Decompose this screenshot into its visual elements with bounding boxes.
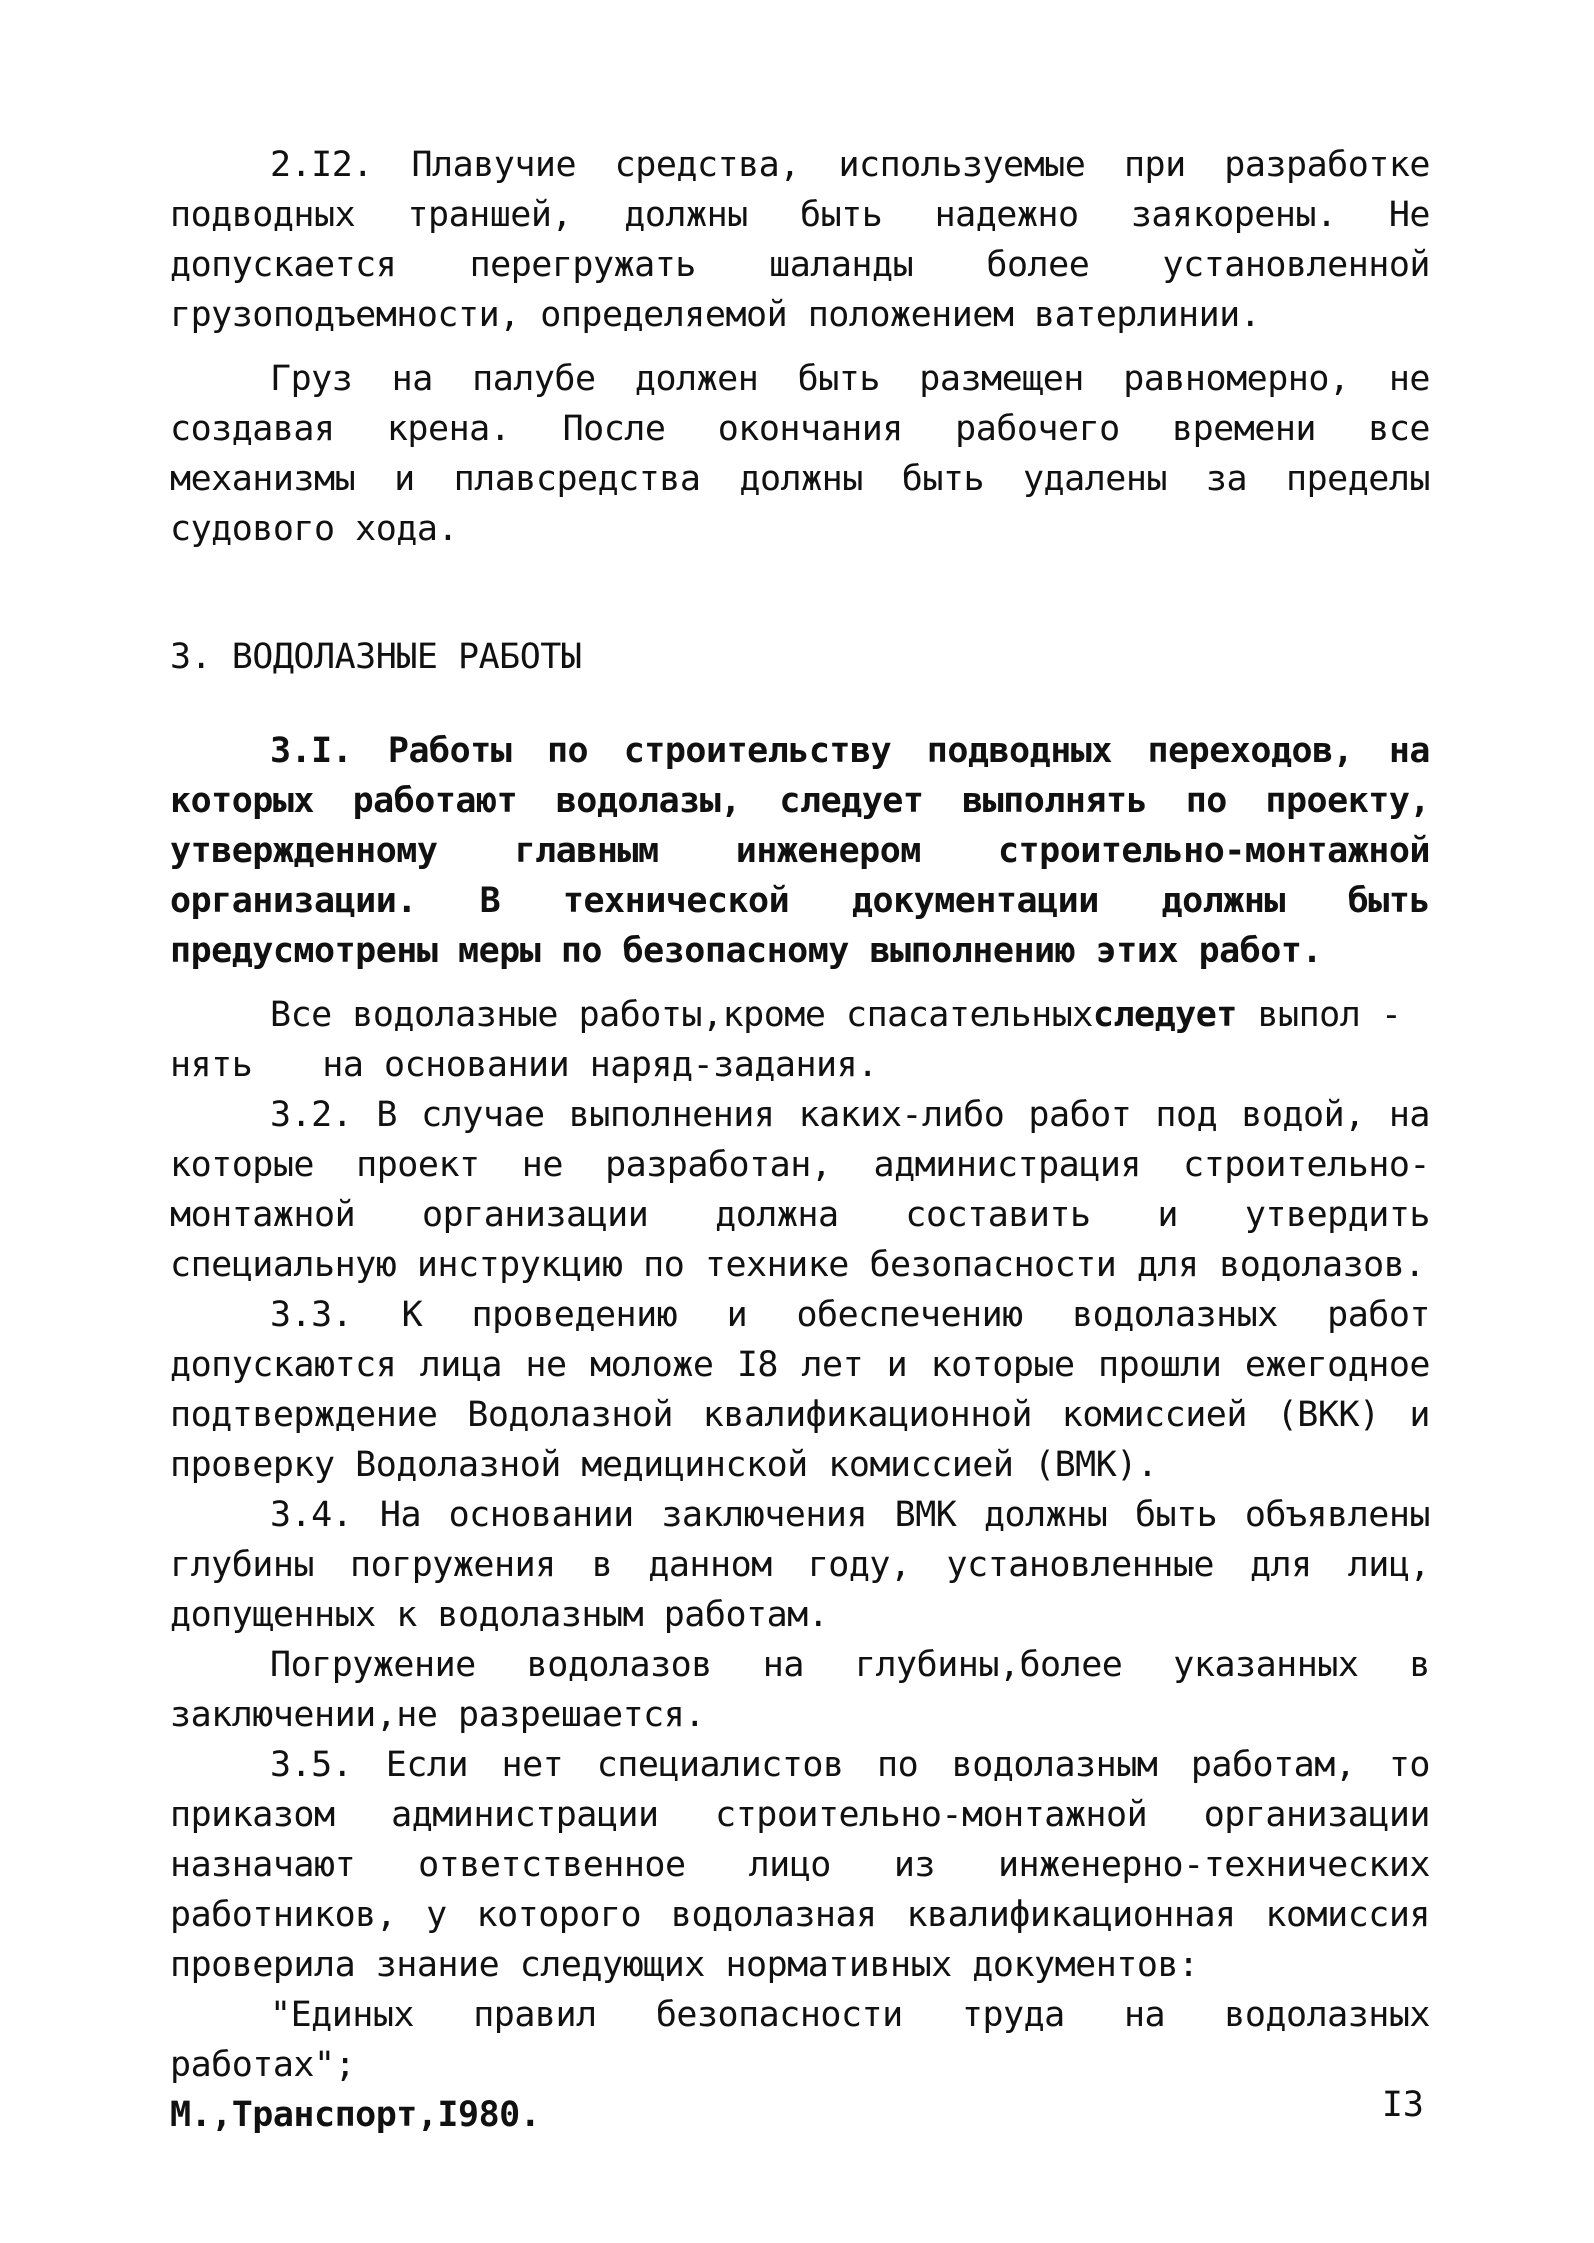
paragraph-2-12: 2.I2. Плавучие средства, используемые при разработке подводных траншей, должны быть надежно заякорены. Не допускается перегружать шаланды более установленной грузоподъемности, определяемой положением ватерлинии. <box>170 145 1430 335</box>
paragraph-rules-title: "Единых правил безопасности труда на водолазных работах"; <box>170 1995 1430 2085</box>
paragraph-3-5: 3.5. Если нет специалистов по водолазным работам, то приказом администрации строительно-монтажной организации назначают ответственное лицо из инженерно-технических работников, у которого водолазная квалификационная комиссия проверила знание следующих нормативных документов: <box>170 1745 1430 1985</box>
paragraph-cargo: Груз на палубе должен быть размещен равномерно, не создавая крена. После окончания рабочего времени все механизмы и плавсредства должны быть удалены за пределы судового хода. <box>170 359 1430 549</box>
page-number: I3 <box>1381 2085 1424 2125</box>
all-diving-text-c: выпол - <box>1257 995 1402 1035</box>
all-diving-text-a: Все водолазные работы,кроме спасательных <box>270 995 1093 1035</box>
paragraph-3-4: 3.4. На основании заключения ВМК должны быть объявлены глубины погружения в данном году, установленные для лиц, допущенных к водолазным работам. <box>170 1495 1430 1635</box>
paragraph-3-1: 3.I. Работы по строительству подводных переходов, на которых работают водолазы, следует выполнять по проекту, утвержденному главным инженером строительно-монтажной организации. В технической документации должны быть предусмотрены меры по безопасному выполнению этих работ. <box>170 731 1430 971</box>
all-diving-text-e: на основании наряд-задания. <box>322 1045 878 1085</box>
paragraph-dive-limit: Погружение водолазов на глубины,более указанных в заключении,не разрешается. <box>170 1645 1430 1735</box>
all-diving-text-emphasis: следует <box>1092 995 1237 1035</box>
paragraph-3-3: 3.3. К проведению и обеспечению водолазных работ допускаются лица не моложе I8 лет и которые прошли ежегодное подтверждение Водолазной квалификационной комиссией (ВКК) и проверку Водолазной медицинской комиссией (ВМК). <box>170 1295 1430 1485</box>
paragraph-3-2: 3.2. В случае выполнения каких-либо работ под водой, на которые проект не разработан, администрация строительно-монтажной организации должна составить и утвердить специальную инструкцию по технике безопасности для водолазов. <box>170 1095 1430 1285</box>
all-diving-text-d: нять <box>170 1045 253 1085</box>
paragraph-publisher: М.,Транспорт,I980. <box>170 2095 541 2135</box>
paragraph-all-diving-works <box>170 990 1430 1090</box>
document-page <box>170 140 1430 2140</box>
section-heading: 3. ВОДОЛАЗНЫЕ РАБОТЫ <box>170 637 582 677</box>
